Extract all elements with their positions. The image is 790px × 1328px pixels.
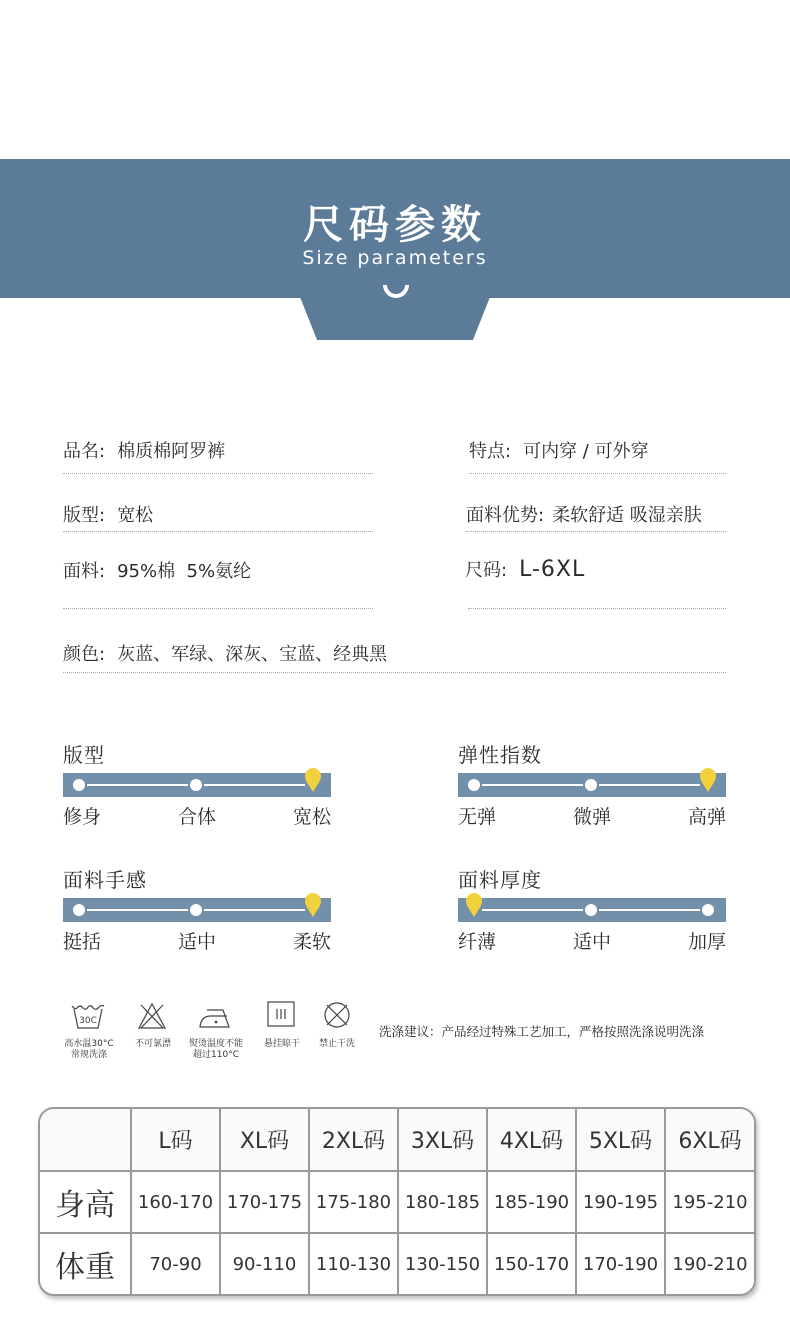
table-column-header: 3XL码: [398, 1109, 487, 1171]
banner-tab: [300, 297, 490, 340]
wash-30c-badge: 30C: [79, 1016, 97, 1026]
table-header-row: [40, 1109, 754, 1171]
table-column-header: 6XL码: [665, 1109, 754, 1171]
scale-title: 版型: [63, 743, 105, 767]
care-label: 熨烫温度不能 超过110°C: [188, 1039, 243, 1060]
row-header: 身高: [40, 1171, 131, 1233]
scale-label: 宽松: [293, 806, 332, 828]
scale-label: 柔软: [293, 931, 332, 953]
info-name-value: 棉质棉阿罗裤: [117, 441, 226, 462]
table-row: [40, 1233, 754, 1294]
row-header: 体重: [40, 1233, 131, 1294]
scale-dot: [73, 779, 85, 791]
table-cell: 110-130: [309, 1233, 398, 1294]
table-cell: 160-170: [131, 1171, 220, 1233]
scale-label: 适中: [178, 931, 217, 953]
scale-bar: [63, 773, 331, 797]
info-feature-label: 特点:: [469, 441, 512, 462]
table-cell: 175-180: [309, 1171, 398, 1233]
scale-marker-pin-icon: [699, 767, 717, 793]
info-advantage-value: 柔软舒适 吸湿亲肤: [552, 505, 702, 526]
info-size: [465, 556, 585, 582]
info-color: [63, 640, 387, 666]
scale-line: [87, 909, 188, 911]
scale-dot: [190, 779, 202, 791]
page-subtitle: Size parameters: [302, 247, 488, 269]
care-label: 禁止干洗: [318, 1039, 355, 1049]
divider: [63, 473, 373, 474]
iron-icon: [197, 1002, 233, 1030]
scale-label: 高弹: [688, 806, 727, 828]
table-cell: 90-110: [220, 1233, 309, 1294]
table-cell: 190-195: [576, 1171, 665, 1233]
size-table: [38, 1107, 756, 1296]
scale-label: 修身: [63, 806, 102, 828]
table-column-header: 4XL码: [487, 1109, 576, 1171]
divider: [466, 531, 726, 532]
table-cell: 180-185: [398, 1171, 487, 1233]
info-name: [63, 437, 225, 463]
scale-bar: [458, 898, 726, 922]
care-label: 悬挂晾干: [263, 1039, 300, 1049]
table-cell: 190-210: [665, 1233, 754, 1294]
scale-dot: [190, 904, 202, 916]
scale-marker-pin-icon: [304, 892, 322, 918]
info-feature-value: 可内穿 / 可外穿: [523, 441, 649, 462]
scale-title: 弹性指数: [458, 743, 542, 767]
table-column-header: XL码: [220, 1109, 309, 1171]
divider: [468, 608, 726, 609]
scale-line: [599, 784, 700, 786]
scale-label: 挺括: [63, 931, 102, 953]
table-cell: 70-90: [131, 1233, 220, 1294]
divider: [63, 672, 726, 673]
table-cell: 170-175: [220, 1171, 309, 1233]
scale-dot: [585, 779, 597, 791]
scale-dot: [468, 779, 480, 791]
table-column-header: 5XL码: [576, 1109, 665, 1171]
scale-label: 加厚: [688, 931, 727, 953]
table-corner: [40, 1109, 131, 1171]
no-bleach-icon: [137, 1002, 167, 1030]
table-cell: 130-150: [398, 1233, 487, 1294]
scale-line: [204, 784, 305, 786]
scale-label: 合体: [178, 806, 217, 828]
scale-marker-pin-icon: [304, 767, 322, 793]
table-cell: 185-190: [487, 1171, 576, 1233]
info-advantage: [466, 501, 702, 527]
scale-label: 微弹: [573, 806, 612, 828]
info-fabric-label: 面料:: [63, 561, 106, 582]
info-size-label: 尺码:: [465, 560, 508, 581]
care-label: 高水温30°C 常规洗涤: [64, 1039, 114, 1060]
table-cell: 195-210: [665, 1171, 754, 1233]
scale-label: 纤薄: [458, 931, 497, 953]
info-fit-label: 版型:: [63, 505, 106, 526]
info-color-label: 颜色:: [63, 644, 106, 665]
divider: [63, 608, 373, 609]
no-dry-clean-icon: [323, 1001, 351, 1029]
scale-line: [204, 909, 305, 911]
scale-line: [87, 784, 188, 786]
info-fabric-value: 95%棉 5%氨纶: [117, 561, 252, 582]
scale-title: 面料手感: [63, 868, 147, 892]
scale-dot: [73, 904, 85, 916]
scale-label: 无弹: [458, 806, 497, 828]
hang-dry-icon: [267, 1001, 295, 1029]
scale-label: 适中: [573, 931, 612, 953]
table-row: [40, 1171, 754, 1233]
scale-dot: [702, 904, 714, 916]
info-advantage-label: 面料优势:: [466, 505, 545, 526]
header-banner: [0, 159, 790, 298]
info-fit-value: 宽松: [117, 505, 154, 526]
divider: [63, 531, 373, 532]
info-color-value: 灰蓝、军绿、深灰、宝蓝、经典黑: [117, 644, 388, 665]
scale-line: [482, 784, 583, 786]
scale-line: [482, 909, 583, 911]
scale-marker-pin-icon: [465, 892, 483, 918]
info-feature: [469, 437, 649, 463]
table-cell: 170-190: [576, 1233, 665, 1294]
divider: [469, 473, 726, 474]
info-name-label: 品名:: [63, 441, 106, 462]
info-fit: [63, 501, 153, 527]
page-title: 尺码参数: [303, 202, 487, 248]
wash-30c-icon: [71, 1002, 105, 1030]
scale-line: [599, 909, 700, 911]
scale-bar: [458, 773, 726, 797]
table-column-header: 2XL码: [309, 1109, 398, 1171]
info-size-value: L-6XL: [519, 557, 586, 582]
wash-advice: 洗涤建议：产品经过特殊工艺加工，严格按照洗涤说明洗涤: [379, 1024, 705, 1039]
info-fabric: [63, 557, 251, 583]
scale-bar: [63, 898, 331, 922]
table-cell: 150-170: [487, 1233, 576, 1294]
care-label: 不可氯漂: [134, 1039, 171, 1049]
table-column-header: L码: [131, 1109, 220, 1171]
scale-dot: [585, 904, 597, 916]
scale-title: 面料厚度: [458, 868, 542, 892]
